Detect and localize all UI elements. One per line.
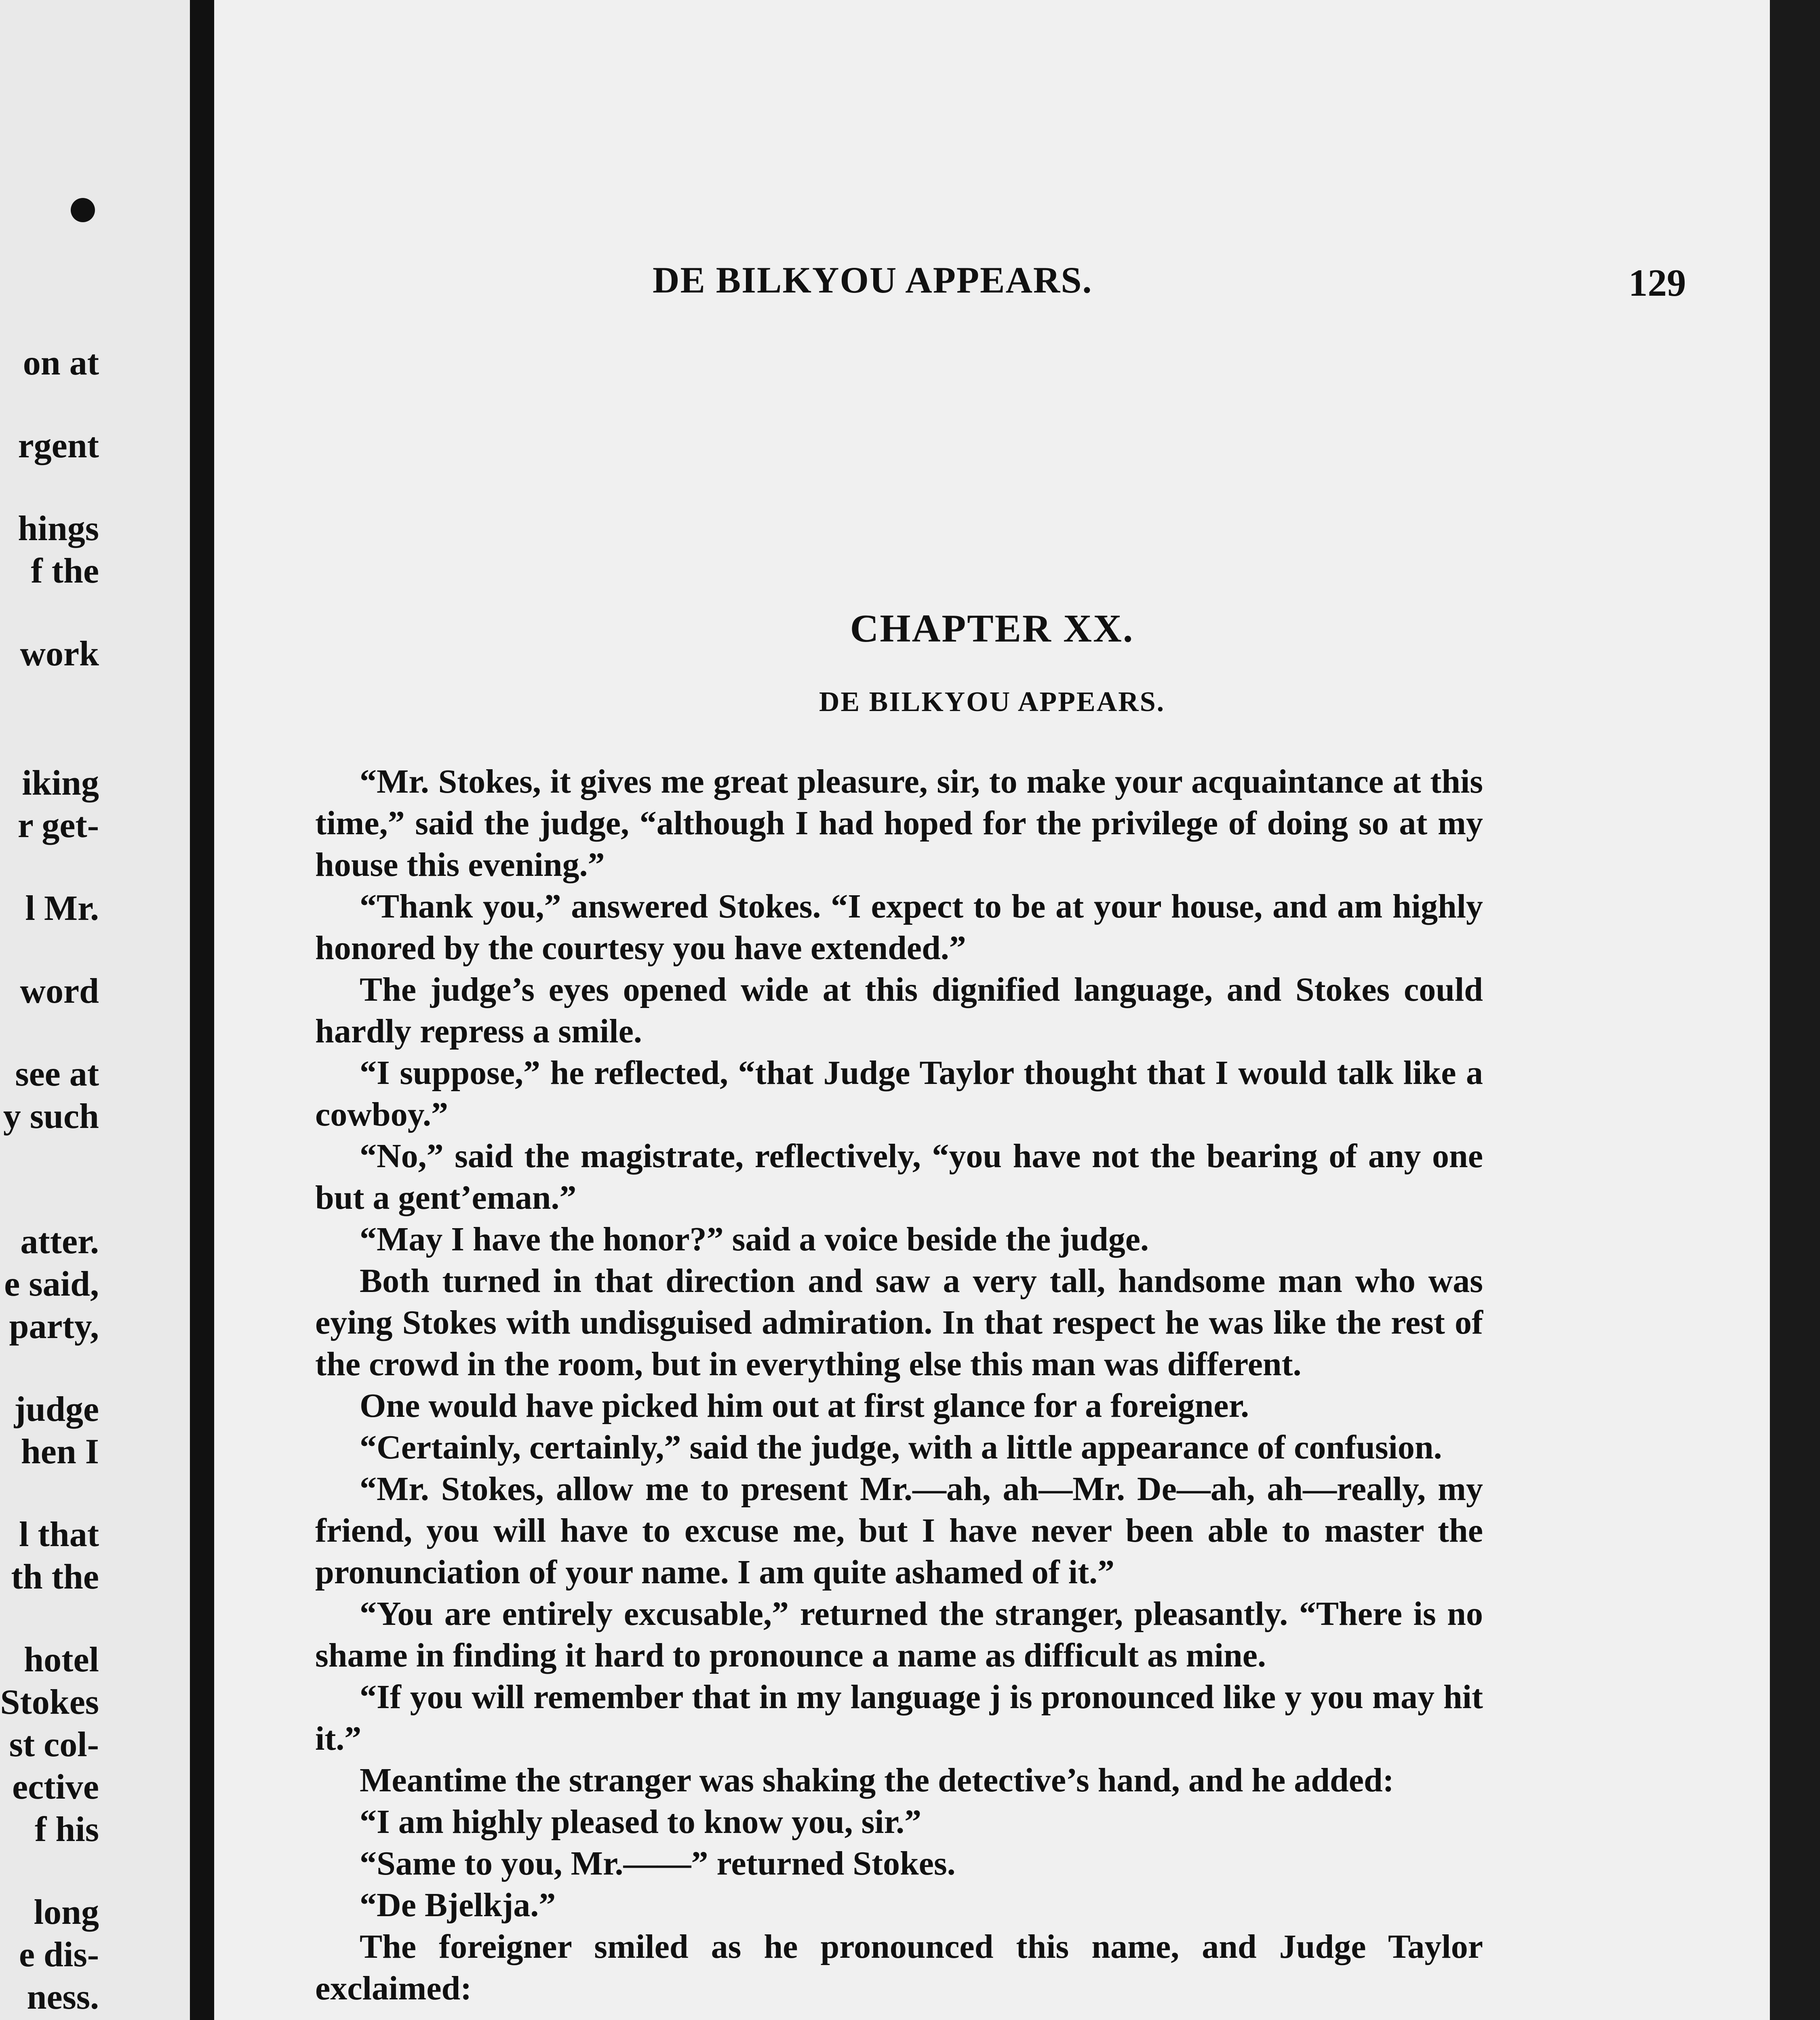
left-page-fragment: e dis- — [19, 1935, 99, 1974]
left-page-fragment: party, — [9, 1307, 99, 1346]
left-page-fragment: l that — [19, 1515, 99, 1554]
paragraph: One would have picked him out at first glance for a foreigner. — [360, 1387, 1249, 1425]
paragraph: “You are entirely excusable,” returned the stranger, pleasantly. “There is no shame in finding it hard to pronounce a name as difficult as mine. — [315, 1595, 1483, 1674]
chapter-title: DE BILKYOU APPEARS. — [819, 686, 1165, 718]
chapter-number: CHAPTER XX. — [850, 607, 1134, 650]
left-page-fragment: y such — [3, 1097, 99, 1136]
left-page-fragment: hotel — [24, 1640, 99, 1679]
ink-dot — [71, 198, 95, 222]
paragraph: “Certainly, certainly,” said the judge, with a little appearance of confusion. — [360, 1429, 1442, 1466]
body-text — [315, 761, 1483, 2009]
left-page-fragment: iking — [22, 764, 99, 803]
left-page-fragment: l Mr. — [25, 889, 99, 928]
left-page-fragment: f the — [31, 551, 99, 591]
paragraph: “May I have the honor?” said a voice beside the judge. — [360, 1220, 1149, 1258]
left-page-fragment: e said, — [4, 1265, 99, 1304]
book-page — [214, 0, 1770, 2020]
left-page-fragment: work — [20, 634, 99, 673]
left-page-fragment: r get- — [17, 806, 99, 845]
paragraph: “I suppose,” he reflected, “that Judge Taylor thought that I would talk like a cowboy.” — [315, 1054, 1483, 1133]
paragraph: “Same to you, Mr.——” returned Stokes. — [360, 1845, 956, 1882]
paragraph: “I am highly pleased to know you, sir.” — [360, 1803, 922, 1841]
paragraph: “No,” said the magistrate, reflectively, “you have not the bearing of any one but a gent’eman.” — [315, 1137, 1483, 1216]
paragraph: “De Bjelkja.” — [360, 1886, 556, 1924]
left-page-fragment: atter. — [20, 1222, 99, 1261]
left-page-fragment: ness. — [27, 1978, 99, 2017]
left-page-fragment: on at — [23, 343, 99, 383]
left-page-fragment: f his — [35, 1810, 99, 1849]
left-page-fragment: Stokes — [0, 1683, 99, 1722]
page-number: 129 — [1628, 261, 1686, 304]
paragraph: “Mr. Stokes, allow me to present Mr.—ah, ah—Mr. De—ah, ah—really, my friend, you will have to excuse me, but I have never been able to master the pronunciation of your name. I am quite ashamed of it.” — [315, 1470, 1483, 1591]
left-page-fragment: long — [34, 1893, 99, 1932]
paragraph: The judge’s eyes opened wide at this dignified language, and Stokes could hardly repress a smile. — [315, 971, 1483, 1050]
left-page-fragment: judge — [14, 1390, 99, 1429]
page-right-edge — [1770, 0, 1820, 2020]
left-page-fragment: st col- — [9, 1725, 99, 1764]
paragraph: “Mr. Stokes, it gives me great pleasure, sir, to make your acquaintance at this time,” said the judge, “although I had hoped for the privilege of doing so at my house this evening.” — [315, 763, 1483, 884]
left-page-fragment: th the — [11, 1557, 99, 1597]
paragraph: Meantime the stranger was shaking the detective’s hand, and he added: — [360, 1761, 1394, 1799]
previous-page-edge — [0, 0, 190, 2020]
left-page-fragment: rgent — [18, 426, 99, 465]
left-page-fragment: hen I — [21, 1432, 99, 1471]
paragraph: Both turned in that direction and saw a very tall, handsome man who was eying Stokes with undisguised admiration. In that respect he was like the rest of the crowd in the room, but in everything else this man was different. — [315, 1262, 1483, 1383]
left-page-fragment: word — [20, 972, 99, 1011]
paragraph: The foreigner smiled as he pronounced this name, and Judge Taylor exclaimed: — [315, 1928, 1483, 2007]
left-page-fragment: hings — [18, 509, 99, 548]
paragraph: “Thank you,” answered Stokes. “I expect to be at your house, and am highly honored by the courtesy you have extended.” — [315, 888, 1483, 967]
left-page-fragment: see at — [15, 1054, 99, 1094]
running-head: DE BILKYOU APPEARS. — [653, 259, 1093, 301]
left-page-fragment: ective — [12, 1768, 99, 1807]
paragraph: “If you will remember that in my language j is pronounced like y you may hit it.” — [315, 1678, 1483, 1757]
book-gutter — [190, 0, 214, 2020]
